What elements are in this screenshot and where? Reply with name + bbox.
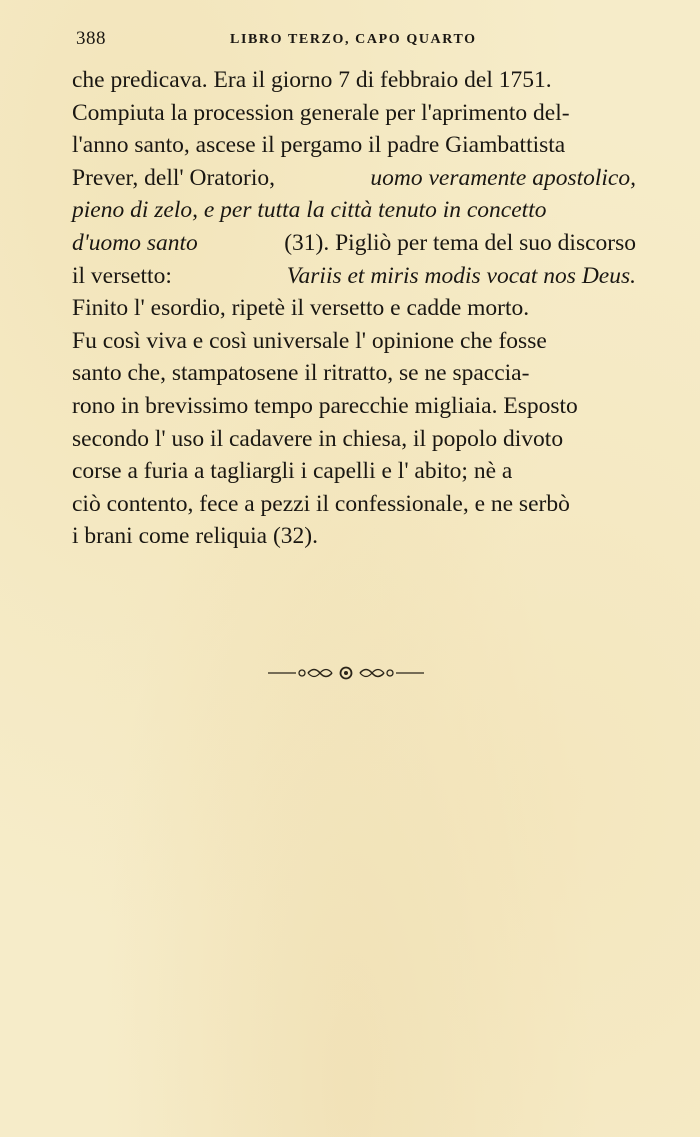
italic-quote: d'uomo santo (72, 229, 198, 256)
text-line (72, 325, 636, 358)
text-line (72, 488, 636, 521)
text-span: corse a furia a tagliargli i capelli e l' abito; nè a (72, 458, 513, 485)
text-span: l'anno santo, ascese il pergamo il padre Giambattista (72, 132, 566, 159)
text-line (72, 260, 636, 293)
text-span: santo che, stampatosene il ritratto, se ne spaccia- (72, 360, 530, 387)
text-span: Prever, dell' Oratorio, (72, 164, 281, 191)
body-text (72, 64, 636, 553)
text-line (72, 227, 636, 260)
text-span: rono in brevissimo tempo parecchie migliaia. Esposto (72, 392, 578, 419)
text-line (72, 357, 636, 390)
text-span: (31). Pigliò per tema del suo discorso (278, 229, 636, 256)
text-line (72, 97, 636, 130)
text-line (72, 162, 636, 195)
page-number: 388 (76, 28, 106, 49)
text-span: che predicava. Era il giorno 7 di febbraio del 1751. (72, 67, 552, 93)
text-line (72, 129, 636, 162)
text-span: ciò contento, fece a pezzi il confessionale, e ne serbò (72, 490, 570, 517)
italic-quote: pieno di zelo, e per tutta la città tenuto in concetto (72, 197, 547, 224)
text-line (72, 292, 636, 325)
text-span: Fu così viva e così universale l' opinione che fosse (72, 327, 547, 354)
text-line (72, 64, 636, 97)
text-line (72, 423, 636, 456)
text-line (72, 455, 636, 488)
latin-verse: Variis et miris modis vocat nos Deus. (286, 262, 636, 289)
italic-quote: uomo veramente apostolico, (370, 164, 636, 191)
text-span: secondo l' uso il cadavere in chiesa, il popolo divoto (72, 425, 564, 452)
text-span: il versetto: (72, 262, 178, 289)
text-span: Finito l' esordio, ripetè il versetto e cadde morto. (72, 295, 530, 322)
text-line (72, 520, 636, 553)
text-span: i brani come reliquia (32). (72, 523, 319, 550)
page-header (76, 28, 636, 54)
text-line (72, 390, 636, 423)
text-span: Compiuta la procession generale per l'aprimento del- (72, 99, 570, 126)
decorative-fleuron-icon (266, 664, 426, 682)
text-line (72, 194, 636, 227)
running-head: LIBRO TERZO, CAPO QUARTO (230, 32, 477, 47)
